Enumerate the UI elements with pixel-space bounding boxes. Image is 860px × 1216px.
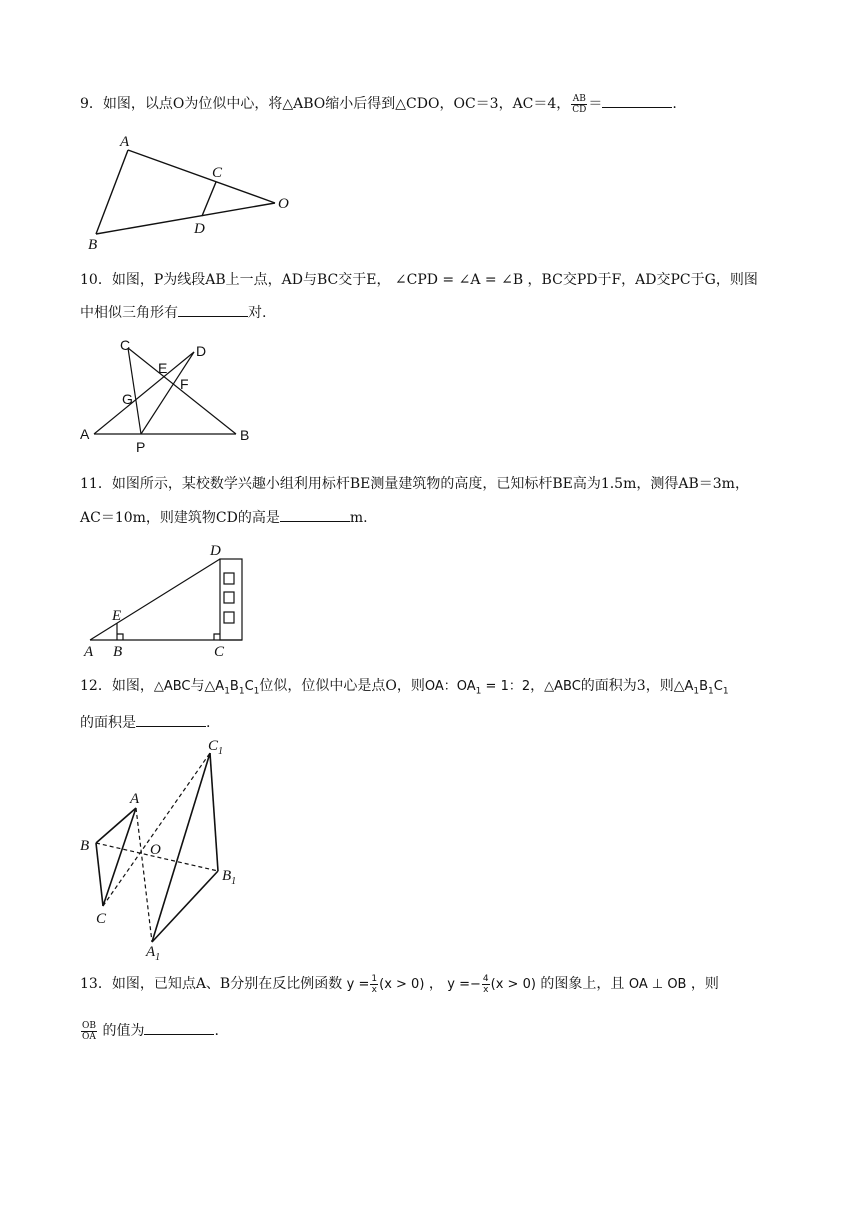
question-12-line2: 的面积是 .: [80, 712, 210, 732]
q9-fraction: $\frac{AB}{CD}$: [572, 93, 587, 115]
label-C1: $C_1$: [208, 738, 224, 757]
label-D: D: [196, 343, 207, 359]
q13-answer-blank[interactable]: [144, 1020, 214, 1035]
label-A: A: [130, 791, 140, 807]
q11-answer-blank[interactable]: [280, 507, 350, 522]
question-13-line1: 13．如图，已知点A、B分别在反比例函数 y = $\frac{1}{x}$ (x > 0) ， y =− $\frac{4}{x}$ (x > 0) 的图象上，且 OA ⊥ OB ，则: [80, 974, 719, 995]
question-11-line1: 11．如图所示，某校数学兴趣小组利用标杆BE测量建筑物的高度，已知标杆BE高为1.5m，测得AB＝3m，: [80, 476, 749, 492]
label-A: A: [120, 134, 130, 150]
function-2: y =− $\frac{4}{x}$ (x > 0): [447, 974, 536, 995]
label-G: G: [122, 391, 133, 407]
label-O: O: [278, 196, 289, 212]
question-9: 9．如图，以点O为位似中心，将△ABO缩小后得到△CDO，OC＝3，AC＝4， $\frac{AB}{CD}$ ＝ .: [80, 93, 677, 115]
label-P: P: [136, 439, 146, 455]
label-C: C: [212, 165, 223, 181]
figure-12: [74, 730, 274, 963]
label-A: A: [84, 644, 94, 660]
label-D: D: [194, 221, 205, 237]
question-12-line1: 12．如图，△ABC与$\triangle A_1B_1C_1$位似，位似中心是点O，则OA：$OA_1 = 1$：2，△ABC的面积为3，则$\triangle A_1B_1C_1$: [80, 678, 729, 697]
label-B1: $B_1$: [222, 868, 237, 887]
q9-answer-blank[interactable]: [602, 93, 672, 108]
label-B: B: [240, 427, 250, 443]
question-11-line2: AC＝10m，则建筑物CD的高是 m.: [80, 507, 368, 527]
question-10-line2: 中相似三角形有 对.: [80, 302, 266, 322]
question-13-line2: $\frac{OB}{OA}$ 的值为 .: [82, 1020, 219, 1042]
label-C: C: [214, 644, 225, 660]
figure-9: [80, 128, 310, 258]
label-E: E: [158, 360, 168, 376]
label-F: F: [180, 376, 189, 392]
figure-11: [80, 540, 260, 660]
label-A: A: [80, 426, 90, 442]
label-B: B: [88, 237, 98, 253]
function-1: y = $\frac{1}{x}$ (x > 0): [346, 974, 425, 995]
q9-text: 9．如图，以点O为位似中心，将△ABO缩小后得到△CDO，OC＝3，AC＝4，: [80, 96, 571, 112]
label-D: D: [210, 543, 221, 559]
label-A1: $A_1$: [146, 944, 161, 963]
q13-ratio: $\frac{OB}{OA}$: [82, 1020, 96, 1042]
label-E: E: [112, 608, 122, 624]
label-B: B: [80, 838, 90, 854]
label-O: O: [150, 842, 161, 858]
label-B: B: [113, 644, 123, 660]
q10-answer-blank[interactable]: [178, 302, 248, 317]
figure-10: [80, 338, 260, 458]
label-C: C: [120, 337, 131, 353]
question-10-line1: 10．如图，P为线段AB上一点，AD与BC交于E， ∠CPD = ∠A = ∠B ，BC交PD于F，AD交PC于G，则图: [80, 272, 758, 288]
label-C: C: [96, 911, 107, 927]
q12-answer-blank[interactable]: [136, 712, 206, 727]
